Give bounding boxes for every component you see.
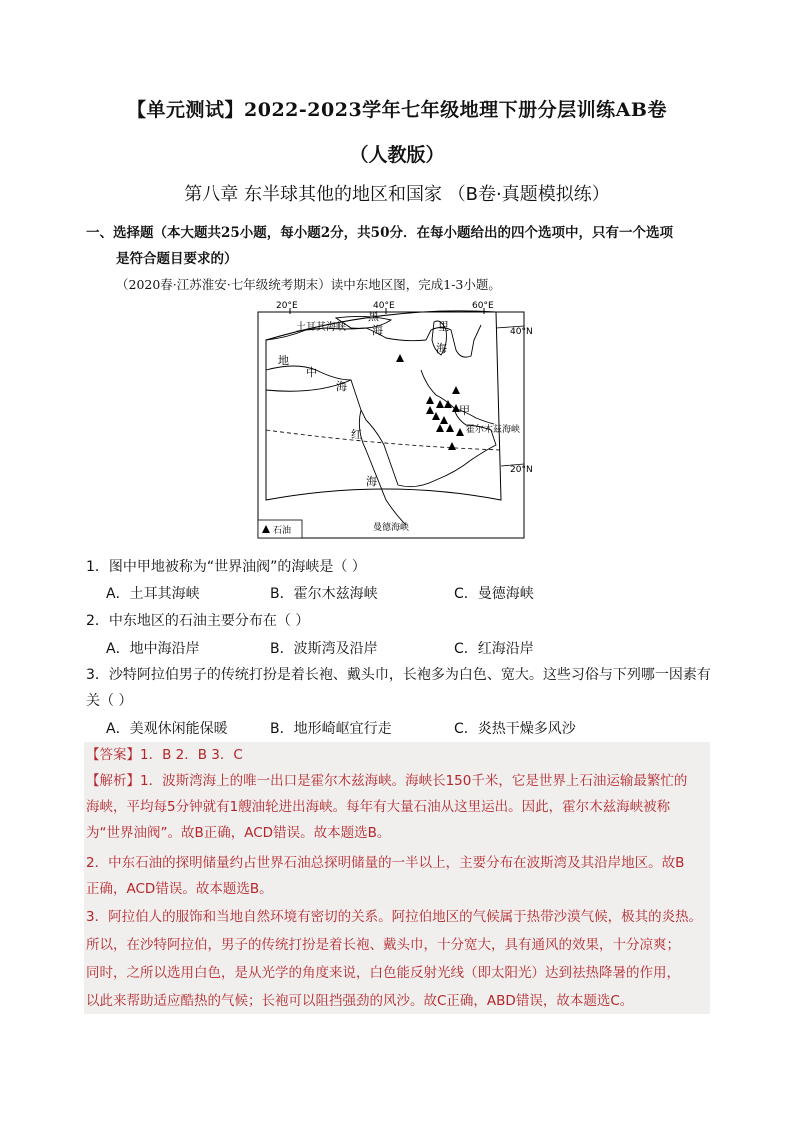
explanation-line-5: 正确，ACD错误。故本题选B。	[86, 881, 273, 897]
label-turkish-strait: 土耳其海峡	[296, 322, 346, 333]
explanation-line-4: 2．中东石油的探明储量约占世界石油总探明储量的一半以上，主要分布在波斯湾及其沿岸地区。故B	[86, 855, 685, 871]
label-black-sea-2: 海	[372, 324, 383, 337]
legend-label: 石油	[273, 526, 292, 536]
label-caspian-2: 海	[436, 342, 447, 355]
explanation-line-3: 为“世界油阀”。故B正确，ACD错误。故本题选B。	[86, 825, 391, 841]
q3-option-a[interactable]: A．美观休闲能保暖	[106, 721, 228, 737]
label-red-1: 红	[351, 428, 362, 441]
doc-title: 【单元测试】2022-2023学年七年级地理下册分层训练AB卷	[127, 99, 667, 121]
label-med-2: 中	[306, 366, 317, 379]
label-hormuz: 霍尔木兹海峡	[466, 425, 521, 435]
lat-label-20: 20°N	[510, 465, 533, 475]
q2-option-a[interactable]: A．地中海沿岸	[106, 641, 200, 657]
label-mandeb: 曼德海峡	[373, 523, 410, 533]
q3-option-c[interactable]: C．炎热干燥多风沙	[454, 721, 576, 737]
q3-option-b[interactable]: B．地形崎岖宜行走	[270, 721, 392, 737]
explanation-line-2: 海峡，平均每5分钟就有1艘油轮进出海峡。每年有大量石油从这里运出。因此，霍尔木兹海峡被称	[86, 799, 671, 815]
explanation-line-1: 【解析】1．波斯湾海上的唯一出口是霍尔木兹海峡。海峡长150千米，它是世界上石油运输最繁忙的	[86, 773, 688, 789]
q2-option-c[interactable]: C．红海沿岸	[454, 641, 534, 657]
q1-option-a[interactable]: A．土耳其海峡	[106, 586, 200, 602]
label-med-3: 海	[336, 380, 347, 393]
explanation-line-6: 3．阿拉伯人的服饰和当地自然环境有密切的关系。阿拉伯地区的气候属于热带沙漠气候，极其的炎热。	[86, 909, 703, 925]
q1-option-b[interactable]: B．霍尔木兹海峡	[270, 586, 378, 602]
lon-label-40: 40°E	[373, 301, 395, 311]
source-note: （2020春·江苏淮安·七年级统考期末）读中东地区图，完成1-3小题。	[116, 277, 501, 292]
label-caspian-1: 里	[438, 320, 449, 333]
q2-option-b[interactable]: B．波斯湾及沿岸	[270, 641, 378, 657]
explanation-line-7: 所以，在沙特阿拉伯，男子的传统打扮是着长袍、戴头巾，十分宽大，具有通风的效果，十分凉爽；	[86, 937, 680, 953]
explanation-line-9: 以此来帮助适应酷热的气候；长袍可以阻挡强劲的风沙。故C正确，ABD错误，故本题选C。	[86, 993, 634, 1009]
lon-label-60: 60°E	[472, 301, 494, 311]
label-black-sea-1: 黑	[368, 310, 379, 323]
chapter-title: 第八章 东半球其他的地区和国家 （B卷·真题模拟练）	[184, 184, 610, 205]
question-3-stem-line2: 关（ ）	[86, 693, 133, 709]
middle-east-map	[256, 300, 533, 540]
section-heading-line2: 是符合题目要求的）	[116, 251, 238, 267]
answer-key: 【答案】1．B 2．B 3．C	[86, 747, 243, 763]
doc-subtitle: （人教版）	[349, 144, 445, 166]
label-med-1: 地	[278, 354, 289, 367]
explanation-line-8: 同时，之所以选用白色，是从光学的角度来说，白色能反射光线（即太阳光）达到祛热降暑的作用，	[86, 965, 680, 981]
question-1-stem: 1．图中甲地被称为“世界油阀”的海峡是（ ）	[86, 559, 366, 575]
label-red-2: 海	[366, 475, 377, 488]
lat-label-40: 40°N	[510, 327, 533, 337]
question-2-stem: 2．中东地区的石油主要分布在（ ）	[86, 613, 310, 629]
section-heading	[86, 220, 726, 272]
question-3-stem-line1: 3．沙特阿拉伯男子的传统打扮是着长袍、戴头巾，长袍多为白色、宽大。这些习俗与下列哪一因素有	[86, 667, 711, 683]
label-jia: 甲	[459, 404, 470, 417]
section-heading-line1: 一、选择题（本大题共25小题，每小题2分，共50分．在每小题给出的四个选项中，只有一个选项	[86, 225, 673, 241]
q1-option-c[interactable]: C．曼德海峡	[454, 586, 534, 602]
lon-label-20: 20°E	[276, 301, 298, 311]
